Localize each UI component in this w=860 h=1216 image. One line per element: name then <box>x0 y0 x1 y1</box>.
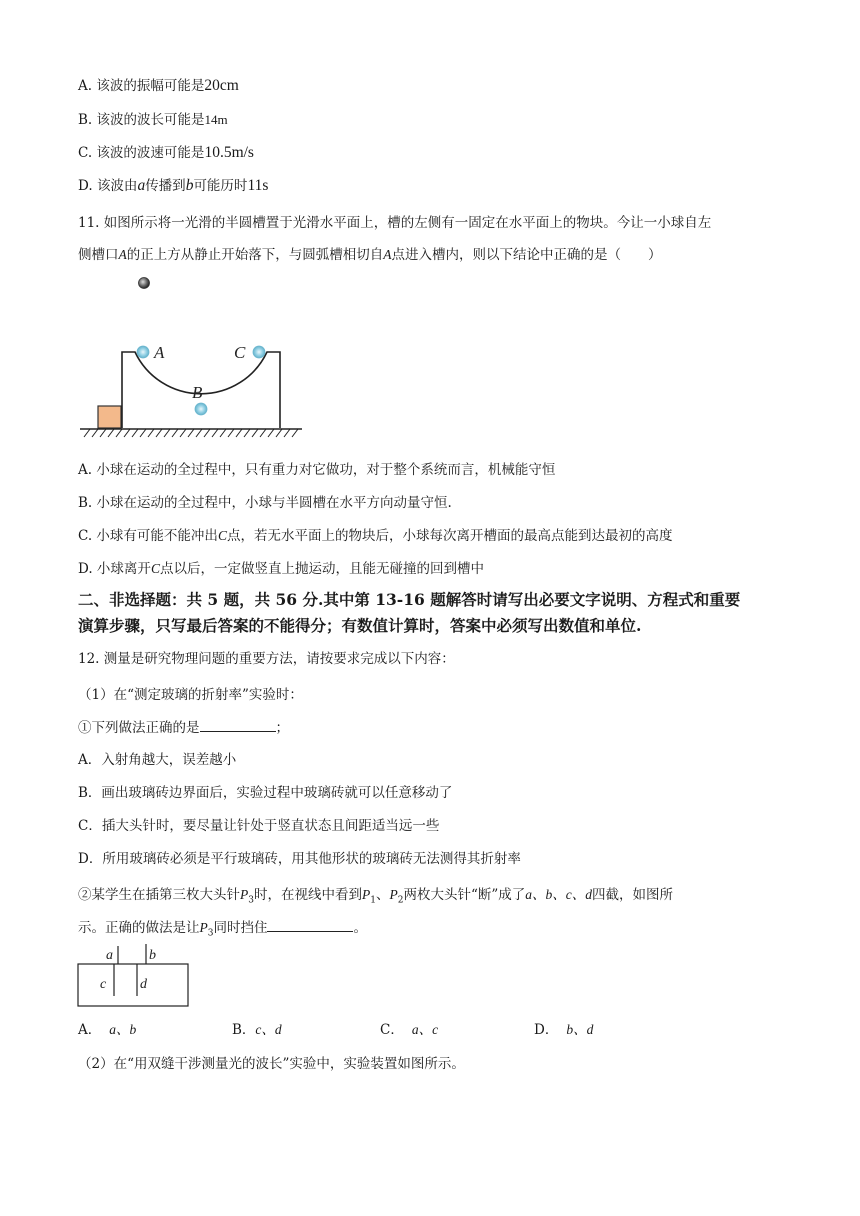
pin-option-d: D． b、d <box>534 1022 594 1038</box>
label-c: C <box>234 343 246 362</box>
answer-blank-1[interactable] <box>200 719 276 732</box>
q12-choice-d: D．所用玻璃砖必须是平行玻璃砖，用其他形状的玻璃砖无法测得其折射率 <box>78 851 521 867</box>
q10-option-b: B. 该波的波长可能是14m <box>78 112 228 128</box>
q11-option-b: B. 小球在运动的全过程中，小球与半圆槽在水平方向动量守恒. <box>78 495 452 511</box>
glass-brick <box>78 964 188 1006</box>
q12-choice-a: A．入射角越大，误差越小 <box>78 752 237 768</box>
q11-option-a: A. 小球在运动的全过程中，只有重力对它做功，对于整个系统而言，机械能守恒 <box>78 462 556 478</box>
q10-option-d: D. 该波由a传播到b可能历时11s <box>78 177 269 194</box>
q10-option-c: C. 该波的波速可能是10.5m/s <box>78 144 254 161</box>
semicircle-trough-figure <box>76 272 308 442</box>
pin-label-d: d <box>140 977 147 992</box>
q12-choice-b: B．画出玻璃砖边界面后，实验过程中玻璃砖就可以任意移动了 <box>78 785 453 801</box>
section2-heading-line2: 演算步骤，只写最后答案的不能得分；有数值计算时，答案中必须写出数值和单位. <box>78 616 642 635</box>
falling-ball <box>139 278 150 289</box>
q11-option-c: C. 小球有可能不能冲出C点，若无水平面上的物块后，小球每次离开槽面的最高点能到达最初的高度 <box>78 528 673 544</box>
label-b: B <box>192 383 203 402</box>
q10-option-a: A. 该波的振幅可能是20cm <box>78 77 239 94</box>
label-a: A <box>154 343 165 362</box>
glass-brick-pin-figure <box>77 942 193 1008</box>
section2-heading-line1: 二、非选择题：共 5 题，共 56 分.其中第 13-16 题解答时请写出必要文字说明、方程式和重要 <box>78 590 741 609</box>
pin-option-b: B．c、d <box>232 1022 282 1038</box>
answer-blank-2[interactable] <box>267 919 353 932</box>
pin-option-a: A． a、b <box>78 1022 137 1038</box>
pin-option-c: C． a、c <box>380 1022 439 1038</box>
q12-stem: 12. 测量是研究物理问题的重要方法，请按要求完成以下内容： <box>78 651 455 667</box>
q12-sub2-line2: 示。正确的做法是让$P_3$同时挡住 。 <box>78 920 367 939</box>
q12-choice-c: C．插大头针时，要尽量让针处于竖直状态且间距适当远一些 <box>78 818 440 834</box>
ball-position-c <box>253 346 265 358</box>
q12-sub1: ①下列做法正确的是 ； <box>78 720 289 736</box>
q12-sub2-line1: ②某学生在插第三枚大头针$P_3$时，在视线中看到$P_1$、$P_2$两枚大头针“断”成了a、b、c、d四截，如图所 <box>78 887 674 906</box>
pin-label-b: b <box>149 948 156 963</box>
ground-hatching <box>84 429 298 437</box>
ball-position-a <box>137 346 149 358</box>
q11-stem-line1: 11. 如图所示将一光滑的半圆槽置于光滑水平面上，槽的左侧有一固定在水平面上的物块。今让一小球自左 <box>78 215 712 231</box>
q11-option-d: D. 小球离开C点以后，一定做竖直上抛运动，且能无碰撞的回到槽中 <box>78 561 484 577</box>
q11-stem-line2: 侧槽口A的正上方从静止开始落下，与圆弧槽相切自A点进入槽内，则以下结论中正确的是（ ） <box>78 247 662 263</box>
pin-label-c: c <box>100 977 107 992</box>
q12-part1: （1）在“测定玻璃的折射率”实验时： <box>78 687 303 703</box>
ball-position-b <box>195 403 207 415</box>
fixed-block <box>98 406 121 428</box>
q12-part2: （2）在“用双缝干涉测量光的波长”实验中，实验装置如图所示。 <box>78 1056 465 1072</box>
pin-label-a: a <box>106 948 113 963</box>
